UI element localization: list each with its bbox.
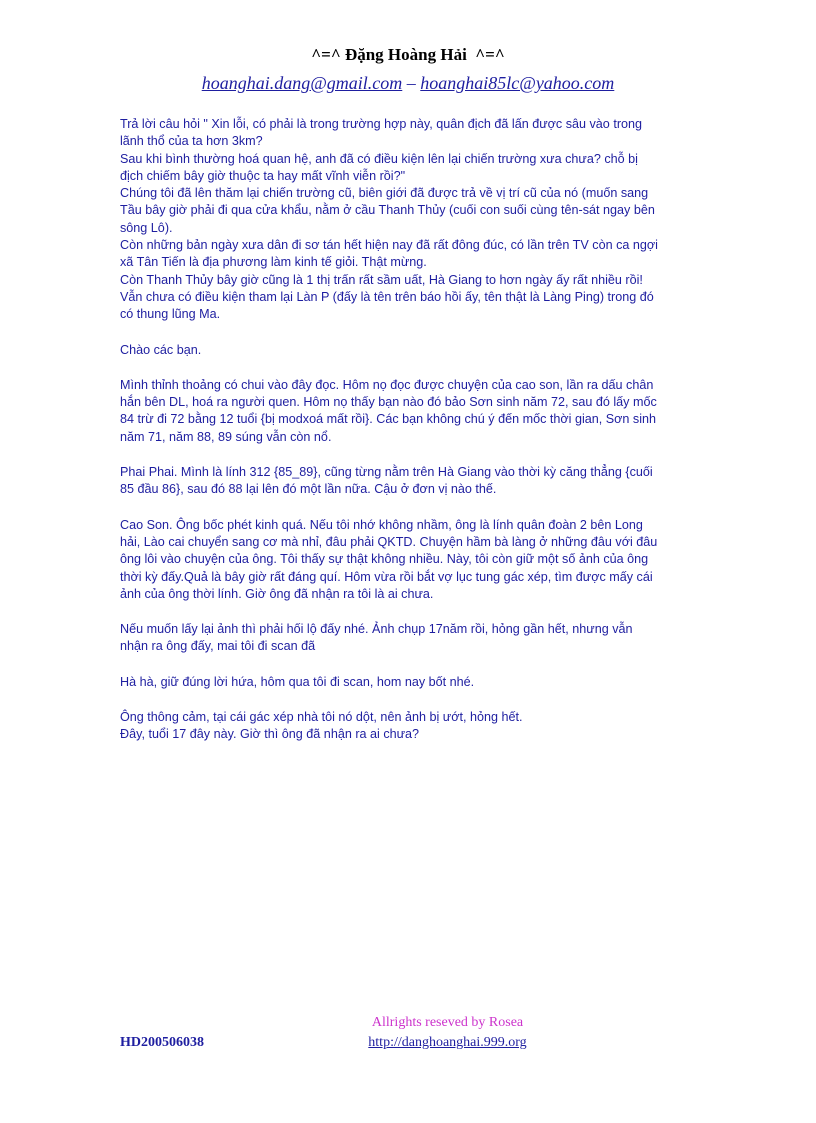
paragraph-closing [120,709,700,744]
footer-rights: Allrights reseved by Rosea [371,1015,524,1030]
text-line: có thung lũng Ma. [120,307,221,322]
email-link-yahoo[interactable]: hoanghai85lc@yahoo.com [420,73,615,93]
text-line: xã Tân Tiến là địa phương làm kinh tế giỏi. Thật mừng. [120,255,427,270]
text-line: Vẫn chưa có điều kiện tham lại Làn P (đấy là tên trên báo hồi ấy, tên thật là Làng Ping) trong đó [120,289,654,304]
text-line: Chúng tôi đã lên thăm lại chiến trường cũ, biên giới đã được trả về vị trí cũ của nó (muốn sang [120,186,649,201]
contact-emails [0,73,816,94]
page-title: ^=^ Đặng Hoàng Hải ^=^ [311,45,505,64]
text-line: Phai Phai. Mình là lính 312 {85_89}, cũng từng nằm trên Hà Giang vào thời kỳ căng thẳng {cuối [120,465,653,480]
document-body [120,116,700,744]
footer-site-link[interactable]: http://danghoanghai.999.org [368,1035,527,1050]
text-line: ảnh của ông thời lính. Giờ ông đã nhận ra tôi là ai chưa. [120,586,434,601]
text-line: Chào các bạn. [120,342,202,357]
text-line: hải, Lào cai chuyển sang cơ mà nhỉ, đâu phải QKTD. Chuyện hầm bà làng ở những đâu với đâu [120,534,658,549]
text-line: thời kỳ đấy.Quả là bây giờ rất đáng quí. Hôm vừa rồi bắt vợ lục tung gác xép, tìm được mấy cái [120,569,653,584]
text-line: năm 71, năm 88, 89 súng vẫn còn nổ. [120,429,332,444]
text-line: Cao Son. Ông bốc phét kinh quá. Nếu tôi nhớ không nhầm, ông là lính quân đoàn 2 bên Long [120,517,643,532]
paragraph-answer [120,116,700,324]
text-line: sông Lô). [120,220,173,235]
text-line: Nếu muốn lấy lại ảnh thì phải hối lộ đấy nhé. Ảnh chụp 17năm rồi, hỏng gần hết, nhưng vẫn [120,622,633,637]
text-line: nhận ra ông đấy, mai tôi đi scan đã [120,639,316,654]
text-line: Còn những bản ngày xưa dân đi sơ tán hết hiện nay đã rất đông đúc, có lần trên TV còn ca ngợi [120,238,658,253]
text-line: Ông thông cảm, tại cái gác xép nhà tôi nó dột, nên ảnh bị ướt, hỏng hết. [120,710,523,725]
text-line: Sau khi bình thường hoá quan hệ, anh đã có điều kiện lên lại chiến trường xưa chưa? chỗ bị [120,151,638,166]
text-line: Hà hà, giữ đúng lời hứa, hôm qua tôi đi scan, hom nay bốt nhé. [120,674,475,689]
text-line: lãnh thổ của ta hơn 3km? [120,134,263,149]
paragraph-phai-phai [120,464,700,499]
text-line: Mình thỉnh thoảng có chui vào đây đọc. Hôm nọ đọc được chuyện của cao son, lần ra dấu chân [120,377,654,392]
paragraph-promise [120,674,700,691]
paragraph-cao-son [120,517,700,603]
document-code: HD200506038 [120,1035,204,1050]
paragraph-greeting [120,342,700,359]
text-line: Tầu bây giờ phải đi qua cửa khẩu, nằm ở cầu Thanh Thủy (cuối con suối cùng tên-sát ngay bên [120,203,655,218]
email-separator: – [402,73,421,93]
text-line: hắn bên DL, hoá ra người quen. Hôm nọ thấy bạn nào đó bảo Sơn sinh năm 72, sau đó lấy mốc [120,395,657,410]
text-line: Còn Thanh Thủy bây giờ cũng là 1 thị trấn rất sầm uất, Hà Giang to hơn ngày ấy rất nhiều rồi! [120,272,643,287]
text-line: địch chiếm bây giờ thuộc ta hay mất vĩnh viễn rồi?" [120,168,406,183]
paragraph-story [120,377,700,446]
text-line: ông lôi vào chuyện của ông. Tôi thấy sự thật không nhiều. Này, tôi còn giữ một số ảnh của ông [120,552,649,567]
text-line: 85 đầu 86}, sau đó 88 lại lên đó một lần nữa. Cậu ở đơn vị nào thế. [120,482,497,497]
text-line: 84 trừ đi 72 bằng 12 tuổi {bị modxoá mất rồi}. Các bạn không chú ý đến mốc thời gian, Sơn sinh [120,412,657,427]
paragraph-photo [120,621,700,656]
email-link-gmail[interactable]: hoanghai.dang@gmail.com [201,73,403,93]
text-line: Trả lời câu hỏi " Xin lỗi, có phải là trong trường hợp này, quân địch đã lấn được sâu vào trong [120,117,643,131]
text-line: Đây, tuổi 17 đây này. Giờ thì ông đã nhận ra ai chưa? [120,727,420,742]
